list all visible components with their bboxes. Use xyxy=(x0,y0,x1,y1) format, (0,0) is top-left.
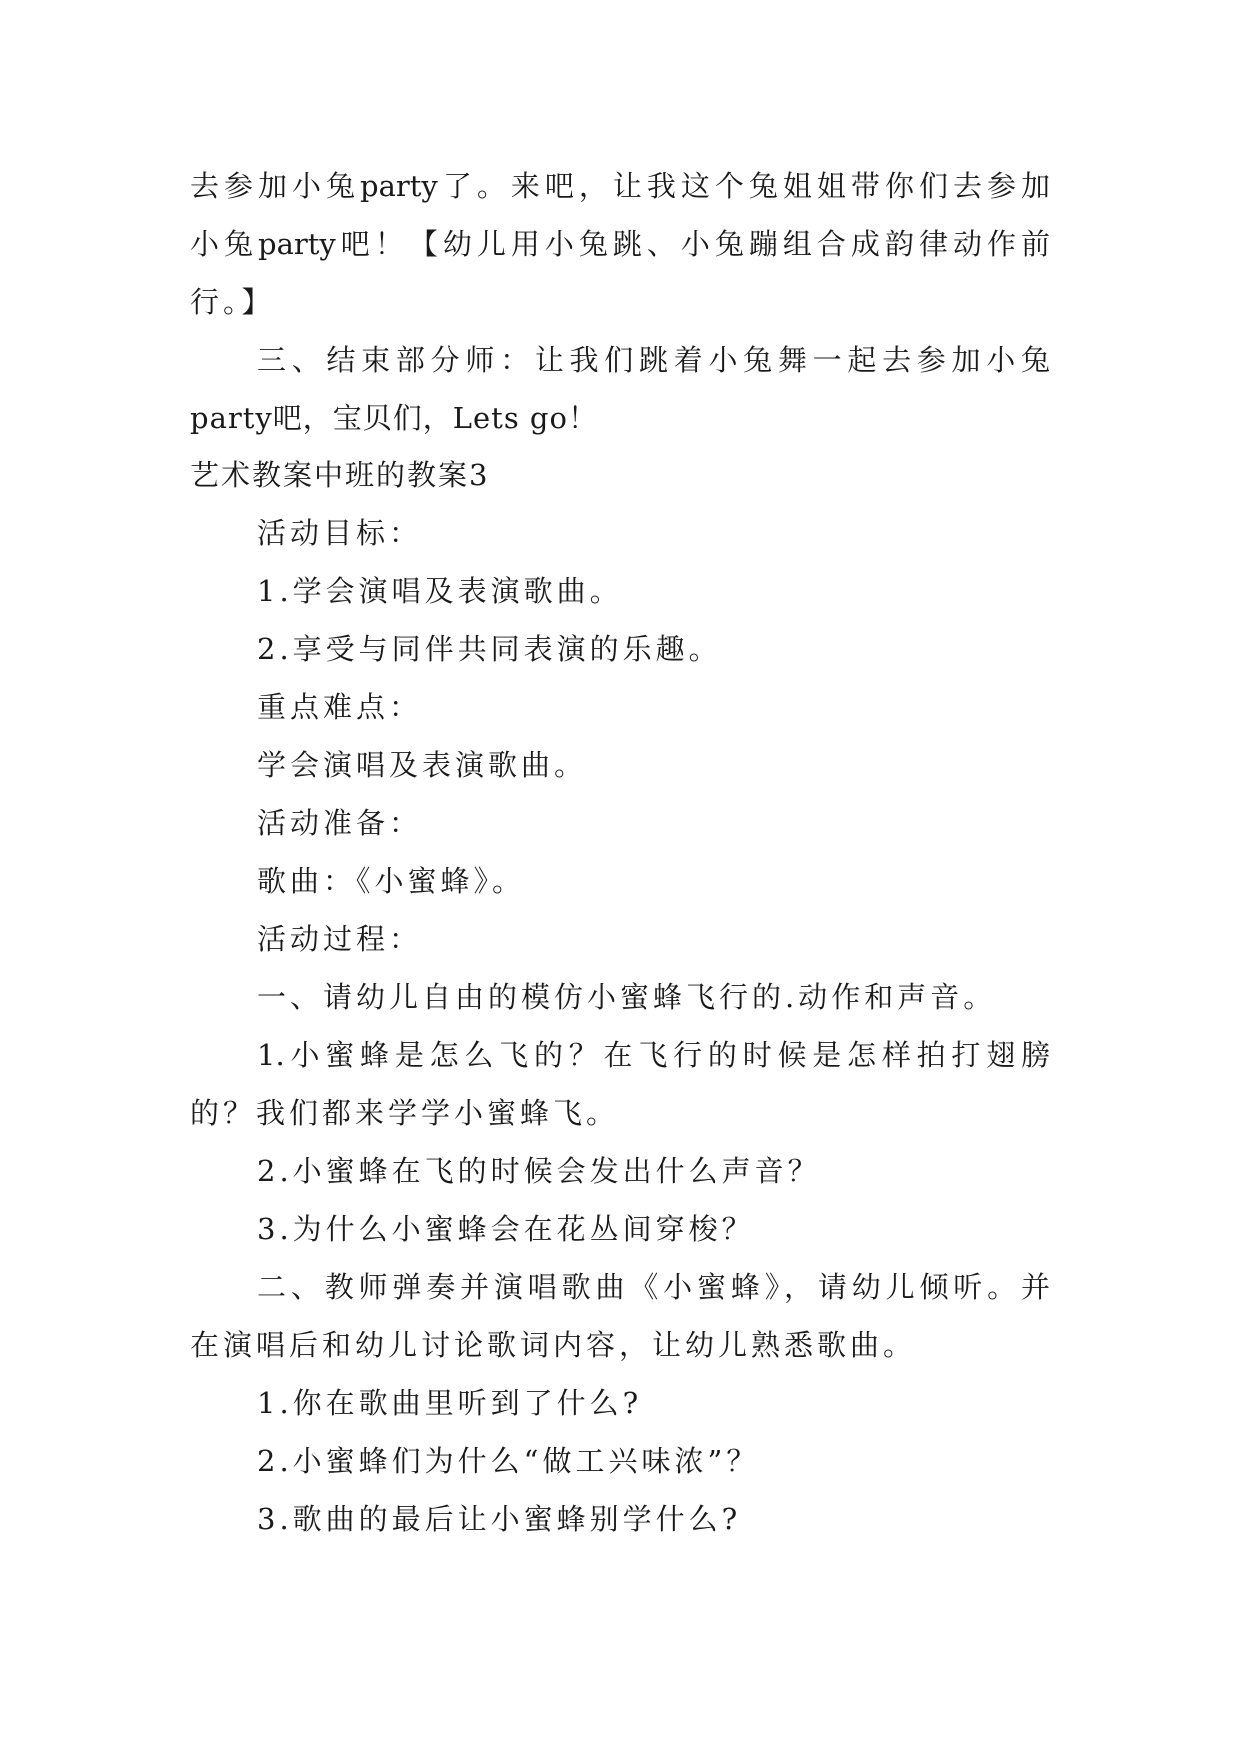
paragraph-line: party吧，宝贝们，Lets go！ xyxy=(190,401,598,435)
list-item: 3.为什么小蜜蜂会在花丛间穿梭？ xyxy=(257,1212,755,1246)
list-item: 3.歌曲的最后让小蜜蜂别学什么? xyxy=(257,1502,742,1536)
paragraph-line: 活动目标： xyxy=(257,516,423,550)
paragraph-line: 学会演唱及表演歌曲。 xyxy=(257,748,588,782)
paragraph-line: 活动过程： xyxy=(257,922,423,956)
paragraph-line: 活动准备： xyxy=(257,806,423,840)
paragraph-line: 二、教师弹奏并演唱歌曲《小蜜蜂》，请幼儿倾听。并 xyxy=(257,1270,1050,1304)
list-item: 1.学会演唱及表演歌曲。 xyxy=(257,574,623,608)
paragraph-line: 的？我们都来学学小蜜蜂飞。 xyxy=(190,1096,620,1130)
paragraph-line: 重点难点： xyxy=(257,690,423,724)
paragraph-line: 去参加小兔party了。来吧，让我这个兔姐姐带你们去参加 xyxy=(190,169,1050,203)
paragraph-line: 三、结束部分师：让我们跳着小兔舞一起去参加小兔 xyxy=(257,343,1050,377)
list-item: 2.小蜜蜂在飞的时候会发出什么声音？ xyxy=(257,1154,821,1188)
list-item: 1.小蜜蜂是怎么飞的？在飞行的时候是怎样拍打翅膀 xyxy=(257,1038,1050,1072)
paragraph-line: 歌曲：《小蜜蜂》。 xyxy=(257,864,526,898)
list-item: 2.小蜜蜂们为什么“做工兴味浓”？ xyxy=(257,1444,760,1478)
paragraph-line: 一、请幼儿自由的模仿小蜜蜂飞行的.动作和声音。 xyxy=(257,980,997,1014)
paragraph-line: 小兔party吧！【幼儿用小兔跳、小兔蹦组合成韵律动作前 xyxy=(190,227,1050,261)
paragraph-line: 在演唱后和幼儿讨论歌词内容，让幼儿熟悉歌曲。 xyxy=(190,1328,917,1362)
list-item: 2.享受与同伴共同表演的乐趣。 xyxy=(257,632,722,666)
list-item: 1.你在歌曲里听到了什么? xyxy=(257,1386,643,1420)
paragraph-line: 行。】 xyxy=(190,285,275,319)
section-heading: 艺术教案中班的教案3 xyxy=(190,458,490,492)
